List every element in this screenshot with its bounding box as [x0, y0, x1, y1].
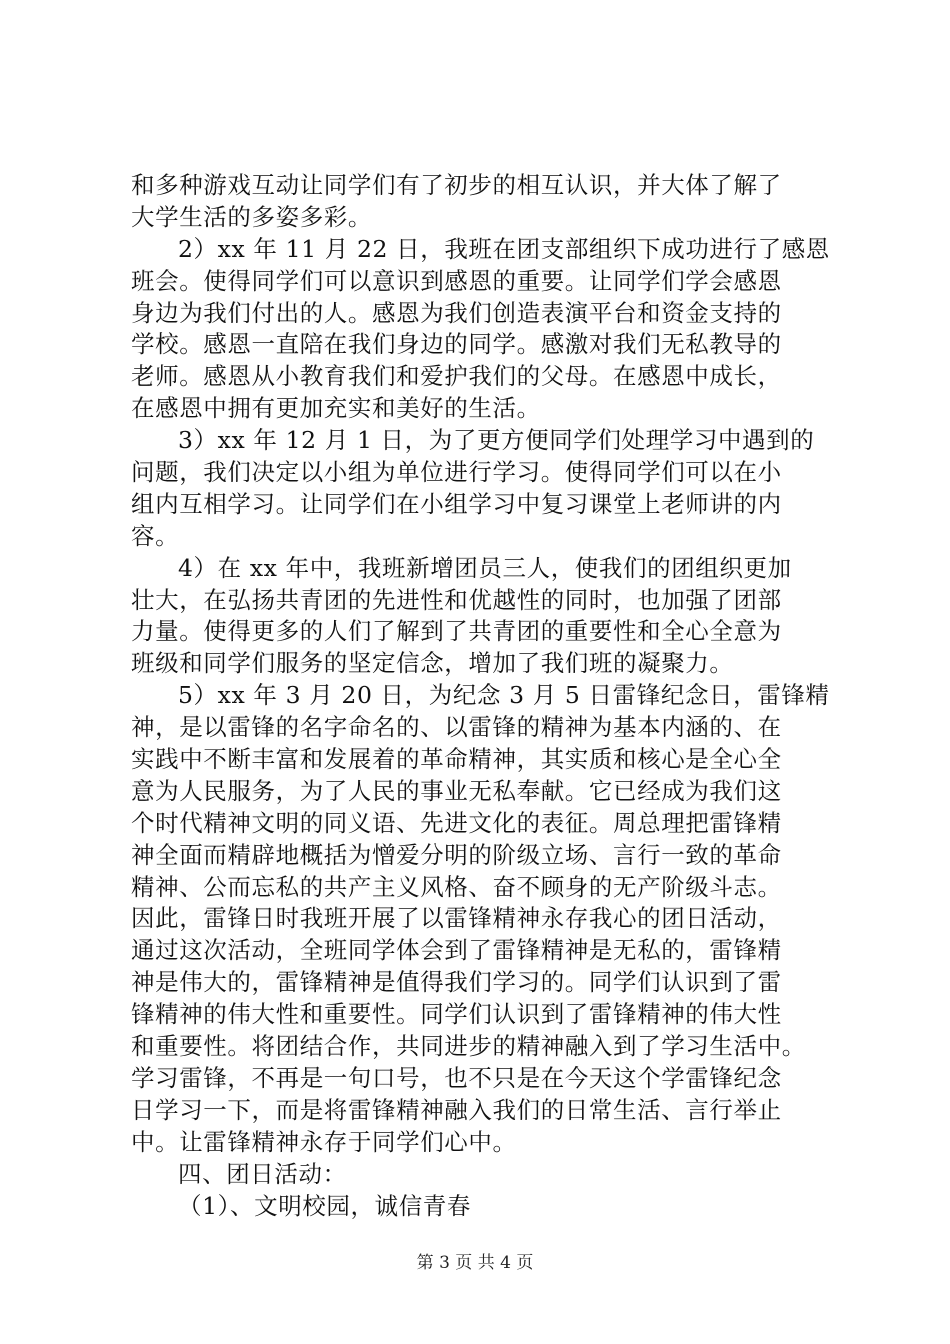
text-line: 壮大，在弘扬共青团的先进性和优越性的同时，也加强了团部: [131, 585, 782, 614]
text-line: （1）、文明校园，诚信青春: [178, 1191, 472, 1220]
document-body: [131, 170, 831, 1222]
text-line: 通过这次活动，全班同学体会到了雷锋精神是无私的，雷锋精: [131, 936, 782, 965]
text-line: 个时代精神文明的同义语、先进文化的表征。周总理把雷锋精: [131, 808, 782, 837]
text-line: 组内互相学习。让同学们在小组学习中复习课堂上老师讲的内: [131, 489, 782, 518]
text-line: 学习雷锋，不再是一句口号，也不只是在今天这个学雷锋纪念: [131, 1063, 782, 1092]
text-line: 2）xx 年 11 月 22 日，我班在团支部组织下成功进行了感恩: [178, 234, 830, 263]
text-line: 四、团日活动：: [178, 1159, 347, 1188]
text-line: 老师。感恩从小教育我们和爱护我们的父母。在感恩中成长，: [131, 362, 782, 391]
text-line: 神是伟大的，雷锋精神是值得我们学习的。同学们认识到了雷: [131, 968, 782, 997]
text-line: 班级和同学们服务的坚定信念，增加了我们班的凝聚力。: [131, 649, 734, 678]
text-line: 精神、公而忘私的共产主义风格、奋不顾身的无产阶级斗志。: [131, 872, 782, 901]
text-line: 身边为我们付出的人。感恩为我们创造表演平台和资金支持的: [131, 298, 782, 327]
text-line: 神，是以雷锋的名字命名的、以雷锋的精神为基本内涵的、在: [131, 713, 782, 742]
text-line: 3）xx 年 12 月 1 日，为了更方便同学们处理学习中遇到的: [178, 426, 815, 455]
text-line: 和重要性。将团结合作，共同进步的精神融入到了学习生活中。: [131, 1032, 806, 1061]
text-line: 问题，我们决定以小组为单位进行学习。使得同学们可以在小: [131, 458, 782, 487]
text-line: 中。让雷锋精神永存于同学们心中。: [131, 1127, 517, 1156]
text-line: 学校。感恩一直陪在我们身边的同学。感激对我们无私教导的: [131, 330, 782, 359]
text-line: 和多种游戏互动让同学们有了初步的相互认识，并大体了解了: [131, 171, 782, 199]
text-line: 意为人民服务，为了人民的事业无私奉献。它已经成为我们这: [131, 776, 782, 805]
text-line: 容。: [131, 521, 180, 550]
text-line: 在感恩中拥有更加充实和美好的生活。: [131, 394, 541, 423]
text-line: 力量。使得更多的人们了解到了共青团的重要性和全心全意为: [131, 617, 782, 646]
text-line: 实践中不断丰富和发展着的革命精神，其实质和核心是全心全: [131, 745, 782, 774]
text-line: 因此，雷锋日时我班开展了以雷锋精神永存我心的团日活动，: [131, 904, 782, 933]
page-footer: 第 3 页 共 4 页: [416, 1253, 534, 1273]
text-line: 5）xx 年 3 月 20 日，为纪念 3 月 5 日雷锋纪念日，雷锋精: [178, 681, 830, 710]
text-line: 神全面而精辟地概括为憎爱分明的阶级立场、言行一致的革命: [131, 840, 782, 869]
text-line: 锋精神的伟大性和重要性。同学们认识到了雷锋精神的伟大性: [131, 1000, 782, 1029]
text-line: 日学习一下，而是将雷锋精神融入我们的日常生活、言行举止: [131, 1095, 782, 1124]
text-line: 大学生活的多姿多彩。: [131, 202, 372, 231]
text-line: 班会。使得同学们可以意识到感恩的重要。让同学们学会感恩: [131, 266, 782, 295]
text-line: 4）在 xx 年中，我班新增团员三人，使我们的团组织更加: [178, 553, 792, 582]
